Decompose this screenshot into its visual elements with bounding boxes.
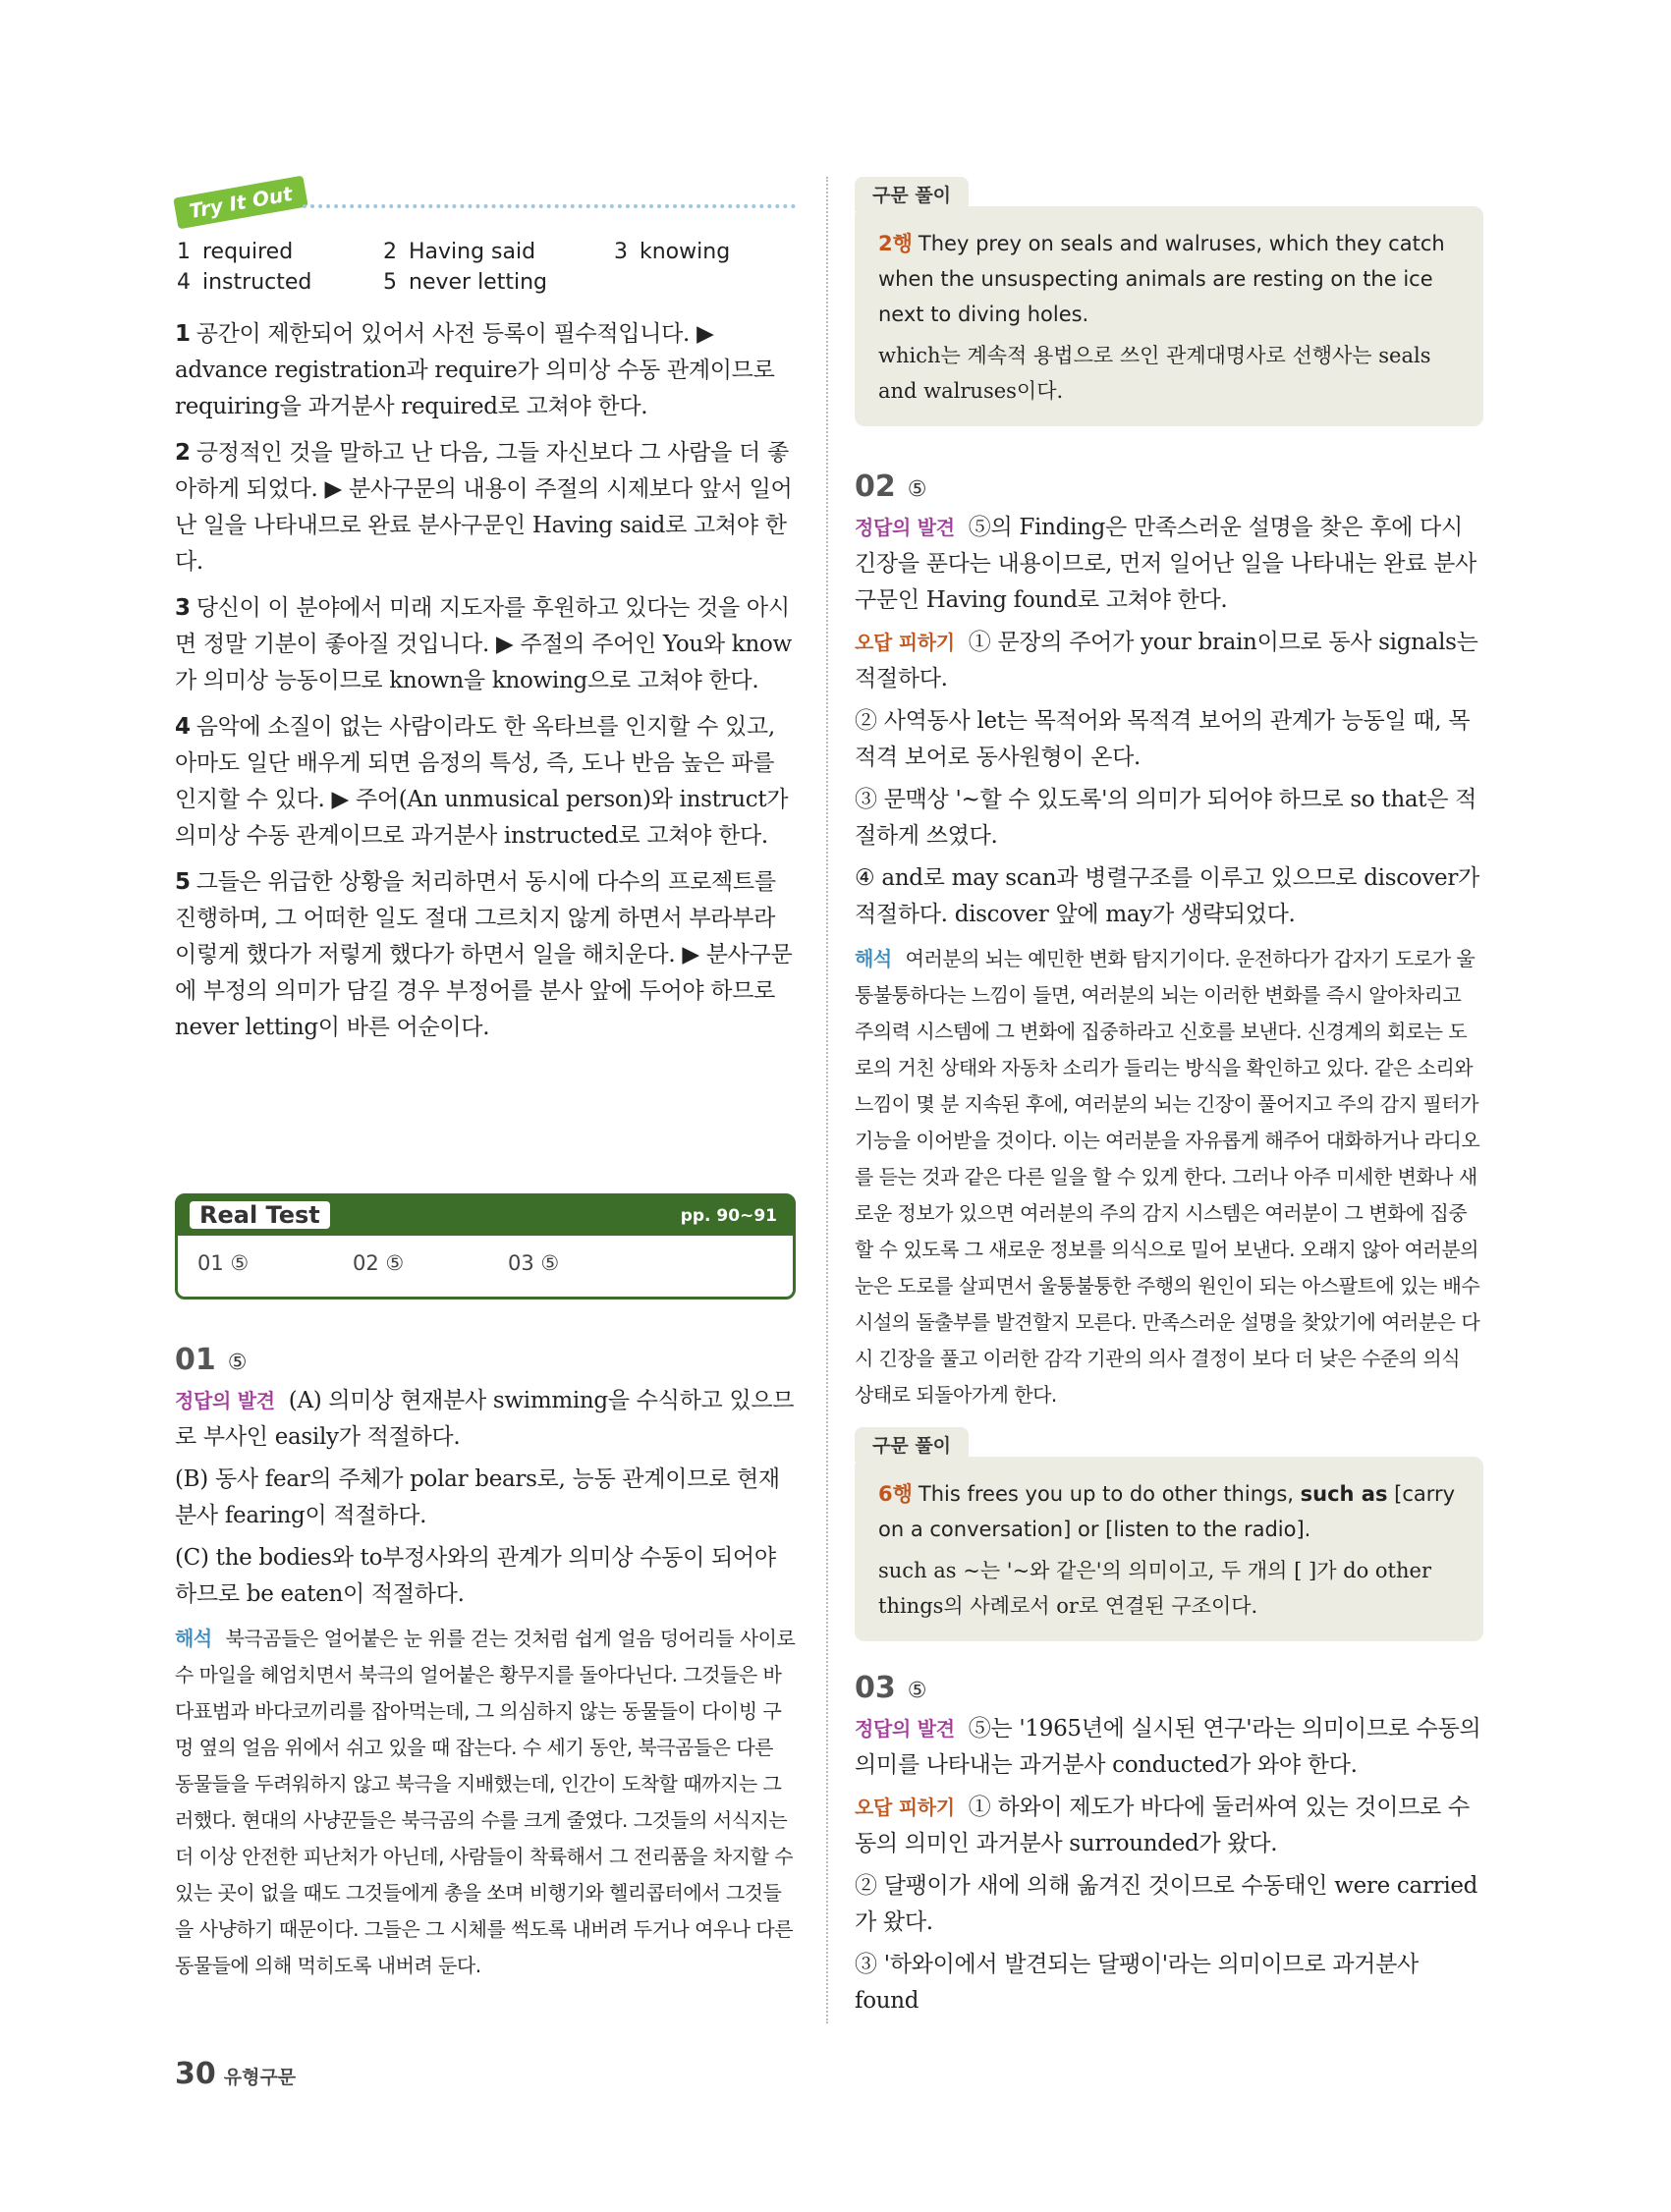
syntax-note: such as ~는 '~와 같은'의 의미이고, 두 개의 [ ]가 do other things의 사례로서 or로 연결된 구조이다. <box>878 1559 1431 1618</box>
question-02-heading: 02 ⑤ <box>855 470 927 504</box>
dotted-rule <box>303 204 796 208</box>
answer-item: 4 instructed <box>177 270 312 295</box>
left-column <box>175 177 796 1984</box>
right-column <box>855 177 1483 2025</box>
syntax-box-1 <box>855 185 1483 426</box>
section-name: 유형구문 <box>223 2067 297 2088</box>
real-test-answer: 01 ⑤ <box>197 1251 250 1275</box>
wrong-label: 오답 피하기 <box>855 1796 955 1819</box>
syntax-note: which는 계속적 용법으로 쓰인 관계대명사로 선행사는 seals and walruses이다. <box>878 344 1431 403</box>
explanation-3: 3 당신이 이 분야에서 미래 지도자를 후원하고 있다는 것을 아시면 정말 기분이 좋아질 것입니다. ▶ 주절의 주어인 You와 know가 의미상 능동이므로 known을 knowing으로 고쳐야 한다. <box>175 595 792 693</box>
answer-item: 3 knowing <box>614 240 731 264</box>
explanation-4: 4 음악에 소질이 없는 사람이라도 한 옥타브를 인지할 수 있고, 아마도 일단 배우게 되면 음정의 특성, 즉, 도나 반음 높은 파를 인지할 수 있다. ▶ 주어(An unmusical person)와 instruct가 의미상 수동 관계이므로 과거분사 instructed로 고쳐야 한다. <box>175 714 789 849</box>
q01-translation: 해석 북극곰들은 얼어붙은 눈 위를 걷는 것처럼 쉽게 얼음 덩어리들 사이로 수 마일을 헤엄치면서 북극의 얼어붙은 황무지를 돌아다닌다. 그것들은 바다표범과 바다코끼리를 잡아먹는데, 그 의심하지 않는 동물들이 다이빙 구멍 옆의 얼음 위에서 쉬고 있을 때 잡는다. 수 세기 동안, 북극곰들은 다른 동물들을 두려워하지 않고 북극을 지배했는데, 인간이 도착할 때까지는 그러했다. 현대의 사냥꾼들은 북극곰의 수를 크게 줄였다. 그것들의 서식지는 더 이상 안전한 피난처가 아닌데, 사람들이 착륙해서 그 전리품을 차지할 수 있는 곳이 없을 때도 그것들에게 총을 쏘며 비행기와 헬리콥터에서 그것들을 사냥하기 때문이다. 그들은 그 시체를 썩도록 내버려 두거나 여우나 다른 동물들에 의해 먹히도록 내버려 둔다. <box>175 1627 796 1977</box>
syntax-tab: 구문 풀이 <box>855 1427 969 1462</box>
question-03-heading: 03 ⑤ <box>855 1671 927 1705</box>
answer-item: 2 Having said <box>383 240 536 264</box>
answer-item: 1 required <box>177 240 294 264</box>
answer-label: 정답의 발견 <box>175 1389 275 1412</box>
real-test-header <box>178 1196 793 1236</box>
try-it-out-answers <box>177 240 796 295</box>
real-test-pages: pp. 90~91 <box>680 1206 777 1226</box>
q01-answer: 정답의 발견 (A) 의미상 현재분사 swimming을 수식하고 있으므로 부사인 easily가 적절하다. (B) 동사 fear의 주체가 polar bears로, 능동 관계이므로 현재분사 fearing이 적절하다. (C) the bodies와 to부정사와의 관계가 의미상 수동이 되어야 하므로 be eaten이 적절하다. <box>175 1388 795 1607</box>
wrong-label: 오답 피하기 <box>855 631 955 654</box>
explanation-1: 1 공간이 제한되어 있어서 사전 등록이 필수적입니다. ▶ advance registration과 require가 의미상 수동 관계이므로 requiring을 과거분사 required로 고쳐야 한다. <box>175 321 775 419</box>
syntax-sentence: 6행 This frees you up to do other things, such as [carry on a conversation] or [listen to the radio]. <box>878 1482 1456 1541</box>
try-it-out-badge: Try It Out <box>173 176 308 230</box>
page-footer <box>175 2057 296 2091</box>
real-test-box <box>175 1193 796 1300</box>
question-01-heading: 01 ⑤ <box>175 1343 248 1377</box>
syntax-tab: 구문 풀이 <box>855 177 969 211</box>
q02-translation: 해석 여러분의 뇌는 예민한 변화 탐지기이다. 운전하다가 갑자기 도로가 울퉁불퉁하다는 느낌이 들면, 여러분의 뇌는 이러한 변화를 즉시 알아차리고 주의력 시스템에 그 변화에 집중하라고 신호를 보낸다. 신경계의 회로는 도로의 거친 상태와 자동차 소리가 들리는 방식을 확인하고 있다. 같은 소리와 느낌이 몇 분 지속된 후에, 여러분의 뇌는 긴장이 풀어지고 주의 감지 필터가 기능을 이어받을 것이다. 이는 여러분을 자유롭게 해주어 대화하거나 라디오를 듣는 것과 같은 다른 일을 할 수 있게 한다. 그러나 아주 미세한 변화나 새로운 정보가 있으면 여러분의 주의 감지 시스템은 여러분이 그 변화에 집중할 수 있도록 그 새로운 정보를 의식으로 밀어 보낸다. 오래지 않아 여러분의 눈은 도로를 살피면서 울퉁불퉁한 주행의 원인이 되는 아스팔트에 있는 배수 시설의 돌출부를 발견할지 모른다. 만족스러운 설명을 찾았기에 여러분은 다시 긴장을 풀고 이러한 감각 기관의 의사 결정이 보다 더 낮은 수준의 의식 상태로 되돌아가게 한다. <box>855 947 1480 1407</box>
try-it-out-header <box>175 177 796 236</box>
column-divider <box>826 177 828 2023</box>
q03-answer: 정답의 발견 ⑤는 '1965년에 실시된 연구'라는 의미이므로 수동의 의미를 나타내는 과거분사 conducted가 와야 한다. 오답 피하기 ① 하와이 제도가 바다에 둘러싸여 있는 것이므로 수동의 의미인 과거분사 surrounded가 왔다. ② 달팽이가 새에 의해 옮겨진 것이므로 수동태인 were carried가 왔다. ③ '하와이에서 발견되는 달팽이'라는 의미이므로 과거분사 found <box>855 1716 1481 2014</box>
explanation-2: 2 긍정적인 것을 말하고 난 다음, 그들 자신보다 그 사람을 더 좋아하게 되었다. ▶ 분사구문의 내용이 주절의 시제보다 앞서 일어난 일을 나타내므로 완료 분사구문인 Having said로 고쳐야 한다. <box>175 440 793 575</box>
translation-label: 해석 <box>855 947 892 970</box>
syntax-box-2 <box>855 1435 1483 1641</box>
real-test-answer: 03 ⑤ <box>508 1251 560 1275</box>
explanation-5: 5 그들은 위급한 상황을 처리하면서 동시에 다수의 프로젝트를 진행하며, 그 어떠한 일도 절대 그르치지 않게 하면서 부라부라 이렇게 했다가 저렇게 했다가 하면서 일을 해치운다. ▶ 분사구문에 부정의 의미가 담길 경우 부정어를 분사 앞에 두어야 하므로 never letting이 바른 어순이다. <box>175 869 793 1040</box>
real-test-answer: 02 ⑤ <box>353 1251 405 1275</box>
q02-answer: 정답의 발견 ⑤의 Finding은 만족스러운 설명을 찾은 후에 다시 긴장을 푼다는 내용이므로, 먼저 일어난 일을 나타내는 완료 분사구문인 Having found로 고쳐야 한다. 오답 피하기 ① 문장의 주어가 your brain이므로 동사 signals는 적절하다. ② 사역동사 let는 목적어와 목적격 보어의 관계가 능동일 때, 목적격 보어로 동사원형이 온다. ③ 문맥상 '~할 수 있도록'의 의미가 되어야 하므로 so that은 적절하게 쓰였다. ④ and로 may scan과 병렬구조를 이루고 있으므로 discover가 적절하다. discover 앞에 may가 생략되었다. <box>855 515 1479 927</box>
answer-label: 정답의 발견 <box>855 1717 955 1741</box>
real-test-title: Real Test <box>190 1201 330 1229</box>
translation-label: 해석 <box>175 1627 212 1650</box>
answer-label: 정답의 발견 <box>855 516 955 539</box>
page-number: 30 <box>175 2057 216 2091</box>
real-test-answers <box>178 1236 793 1275</box>
syntax-sentence: 2행 They prey on seals and walruses, which they catch when the unsuspecting animals are resting on the ice next to diving holes. <box>878 232 1445 326</box>
answer-item: 5 never letting <box>383 270 547 295</box>
